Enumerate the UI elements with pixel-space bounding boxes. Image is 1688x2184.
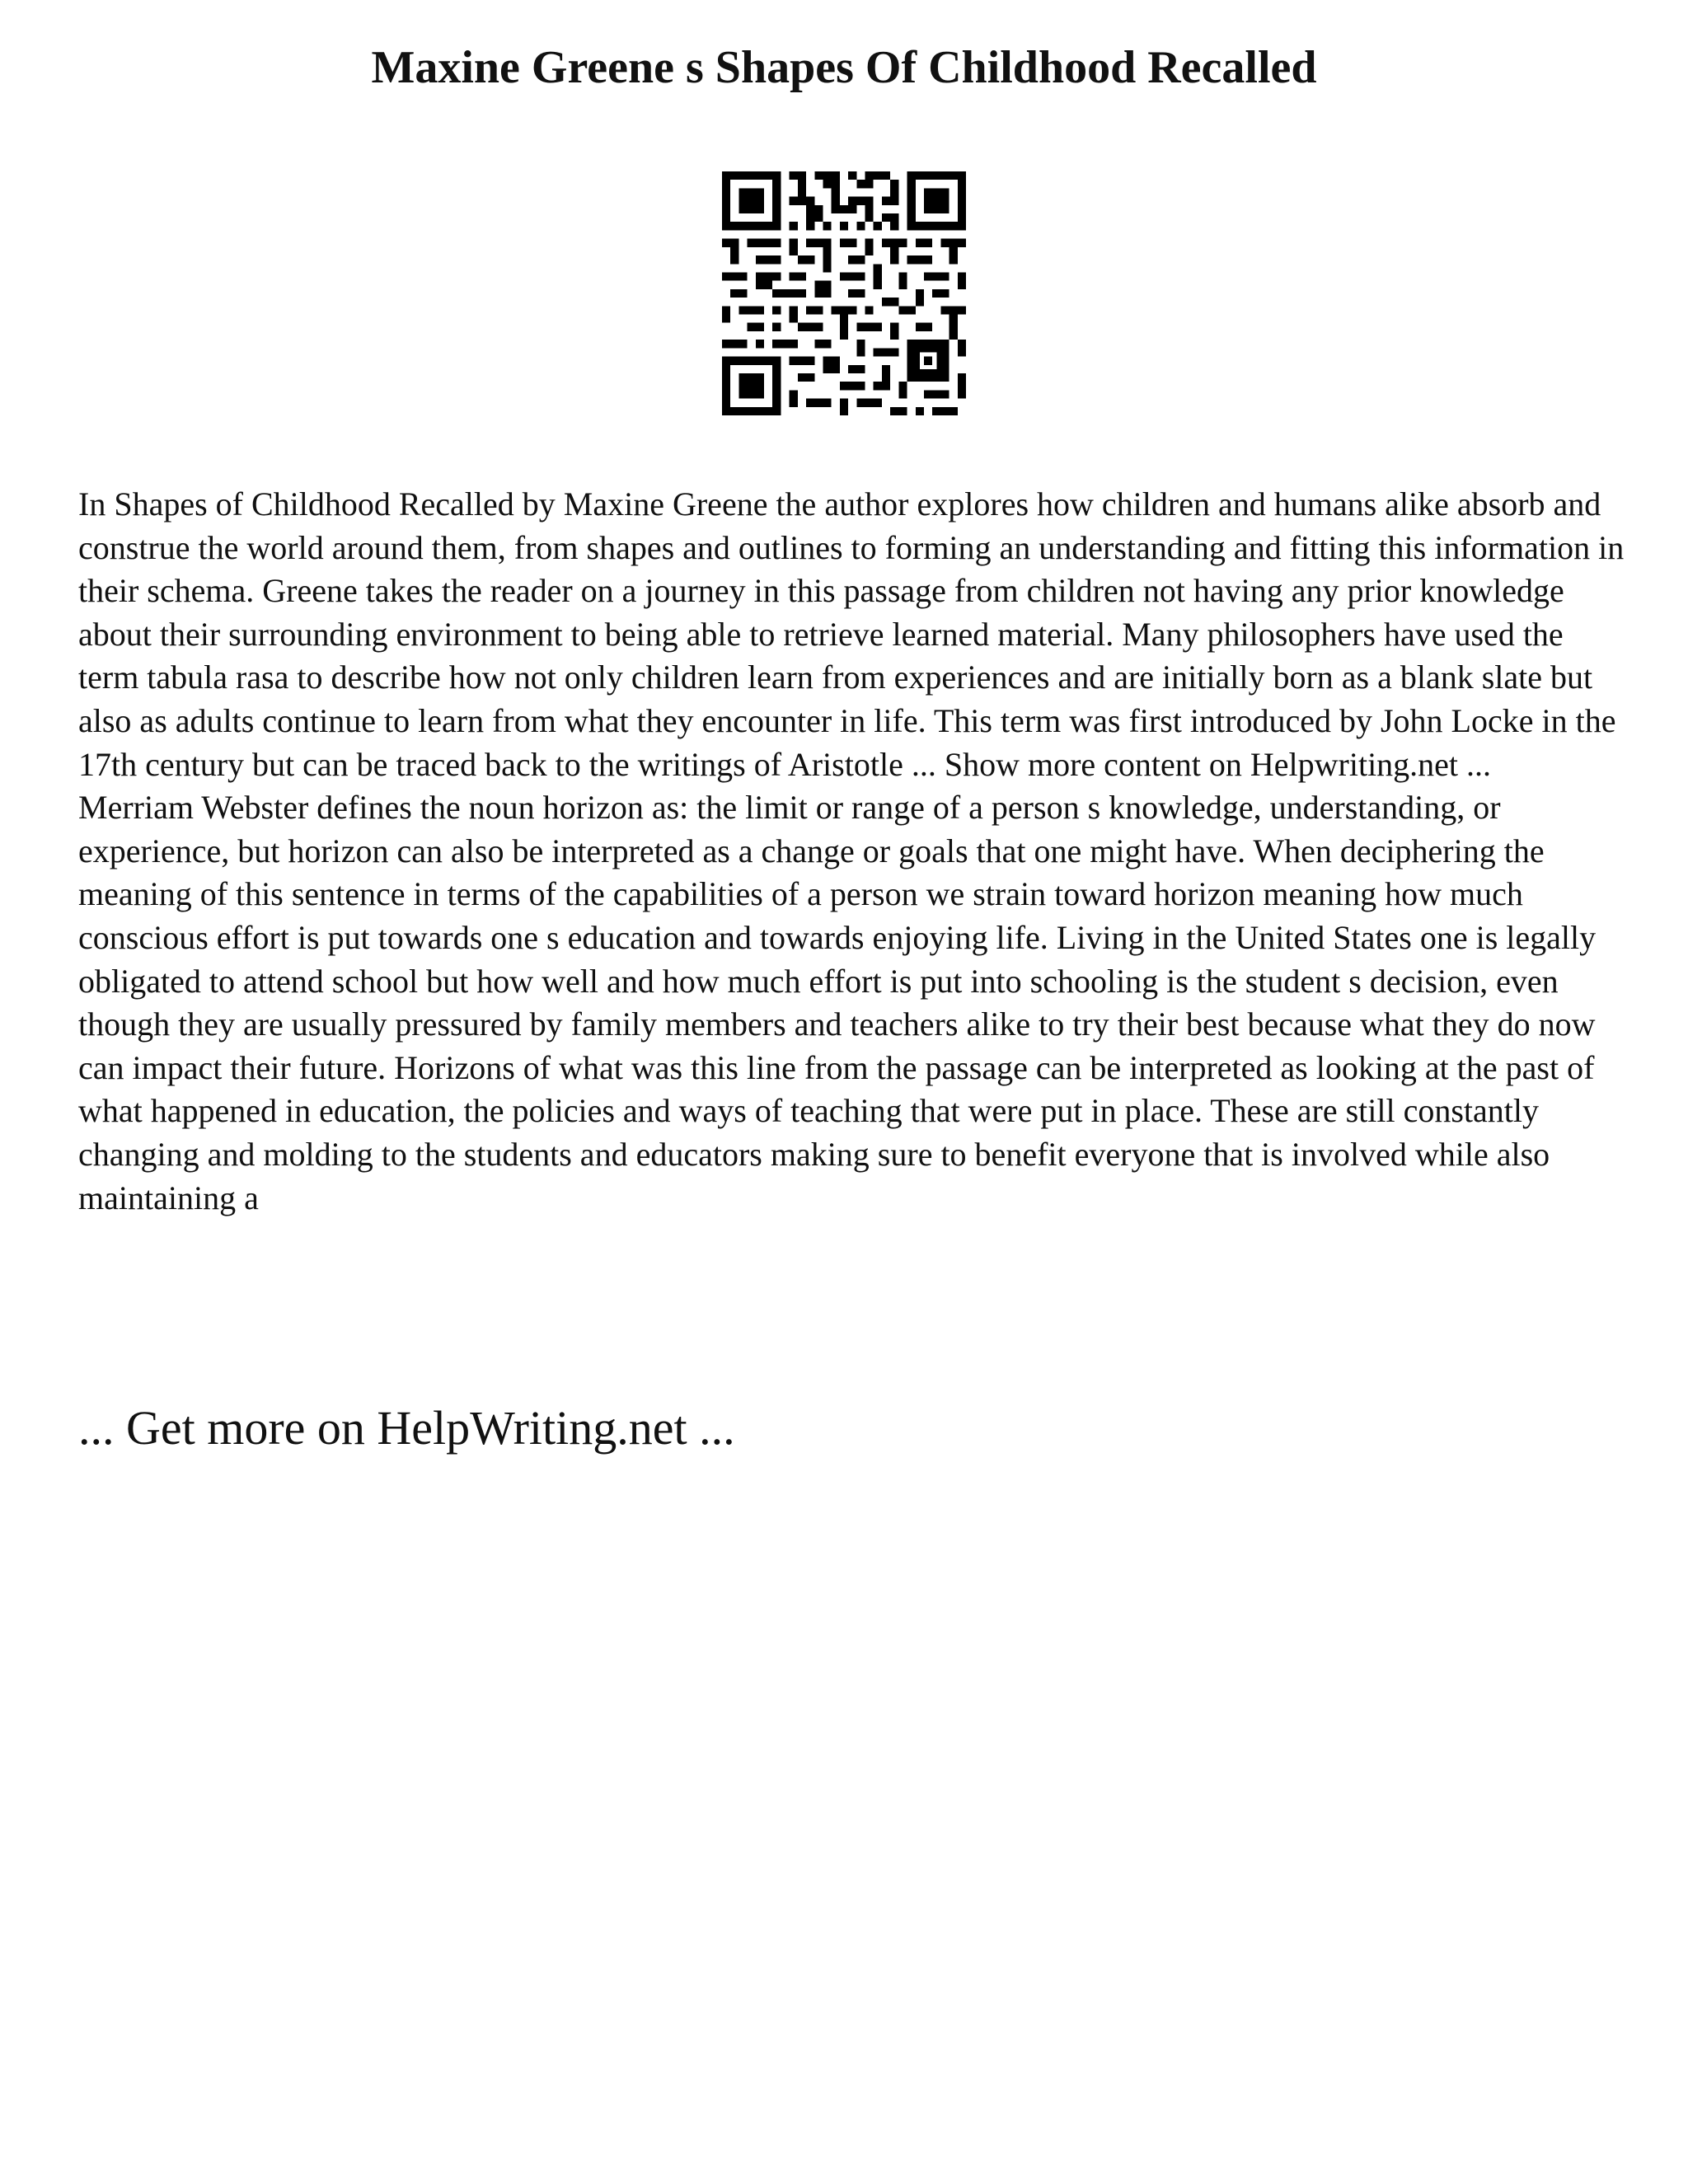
qr-code-icon: [722, 171, 966, 415]
page-title: Maxine Greene s Shapes Of Childhood Recalled: [371, 42, 1317, 93]
paragraph: Merriam Webster defines the noun horizon as: the limit or range of a person s knowledge, understanding, or experience, but horizon can also be interpreted as a change or goals that one might have. When deciphering the meaning of this sentence in terms of the capabilities of a person we strain toward horizon meaning how much conscious effort is put towards one s education and towards enjoying life. Living in the United States one is legally obligated to attend school but how well and how much effort is put into schooling is the student s decision, even though they are usually pressured by family members and teachers alike to try their best because what they do now can impact their future. Horizons of what was this line from the passage can be interpreted as looking at the past of what happened in education, the policies and ways of teaching that were put in place. These are still constantly changing and molding to the students and educators making sure to benefit everyone that is involved while also maintaining a: [78, 789, 1597, 1216]
paragraph: In Shapes of Childhood Recalled by Maxine Greene the author explores how children and humans alike absorb and construe the world around them, from shapes and outlines to forming an understanding and fitting this information in their schema. Greene takes the reader on a journey in this passage from children not having any prior knowledge about their surrounding environment to being able to retrieve learned material. Many philosophers have used the term tabula rasa to describe how not only children learn from experiences and are initially born as a blank slate but also as adults continue to learn from what they encounter in life. This term was first introduced by John Locke in the 17th century but can be traced back to the writings of Aristotle ... Show more content on Helpwriting.net ...: [78, 485, 1625, 783]
article-body: [78, 483, 1628, 1220]
get-more-link[interactable]: ... Get more on HelpWriting.net ...: [78, 1401, 735, 1455]
